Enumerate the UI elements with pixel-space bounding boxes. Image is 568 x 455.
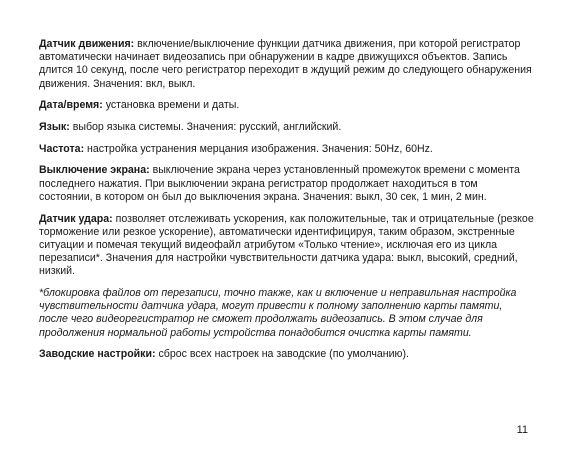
term-label: Дата/время: — [39, 99, 103, 112]
paragraph-frequency — [39, 143, 534, 156]
term-description: сброс всех настроек на заводские (по умолчанию). — [155, 348, 409, 361]
term-description: выбор языка системы. Значения: русский, английский. — [69, 121, 342, 134]
paragraph-motion-sensor — [39, 38, 534, 91]
term-label: Датчик удара: — [39, 212, 113, 225]
term-description: установка времени и даты. — [102, 99, 240, 112]
page-number: 11 — [516, 424, 528, 436]
term-label: Выключение экрана: — [39, 164, 150, 177]
term-label: Язык: — [39, 121, 70, 134]
paragraph-date-time — [39, 99, 534, 112]
footnote-file-lock: *блокировка файлов от перезаписи, точно также, как и включение и неправильная настройка чувствительности датчика удара, могут привести к полному заполнению карты памяти, после чего видеорегистратор не сможет продолжать видеозапись. В этом случае для продолжения нормальной работы устройства понадобится очистка карты памяти. — [39, 287, 517, 339]
term-description: настройка устранения мерцания изображения. Значения: 50Hz, 60Hz. — [84, 142, 433, 155]
term-label: Датчик движения: — [39, 38, 135, 50]
paragraph-shock-sensor — [39, 213, 534, 279]
paragraph-language — [39, 121, 534, 134]
manual-page-content — [39, 38, 534, 370]
term-description: выключение экрана через установленный промежуток времени с момента последнего нажатия. При выключении экрана регистратор продолжает находиться в том состоянии, в котором он был до выключения экрана. Значения: выкл, 30 сек, 1 мин, 2 мин. — [39, 164, 520, 203]
paragraph-screen-off — [39, 164, 534, 204]
term-description: позволяет отслеживать ускорения, как положительные, так и отрицательные (резкое торможение или резкое ускорение), автоматически идентифицируя, таким образом, экстренные ситуации и помечая текущий видеофайл атрибутом «Только чтение», исключая его из цикла перезаписи*. Значения для настройки чувствительности датчика удара: выкл, высокий, средний, низкий. — [39, 212, 534, 278]
term-label: Частота: — [39, 142, 85, 155]
term-label: Заводские настройки: — [39, 348, 156, 361]
term-description: включение/выключение функции датчика движения, при которой регистратор автоматически начинает видеозапись при обнаружении в кадре движущихся объектов. Запись длится 10 секунд, после чего регистратор переходит в ждущий режим до следующего обнаружения движения. Значения: вкл, выкл. — [39, 38, 532, 90]
paragraph-factory-settings — [39, 348, 534, 361]
